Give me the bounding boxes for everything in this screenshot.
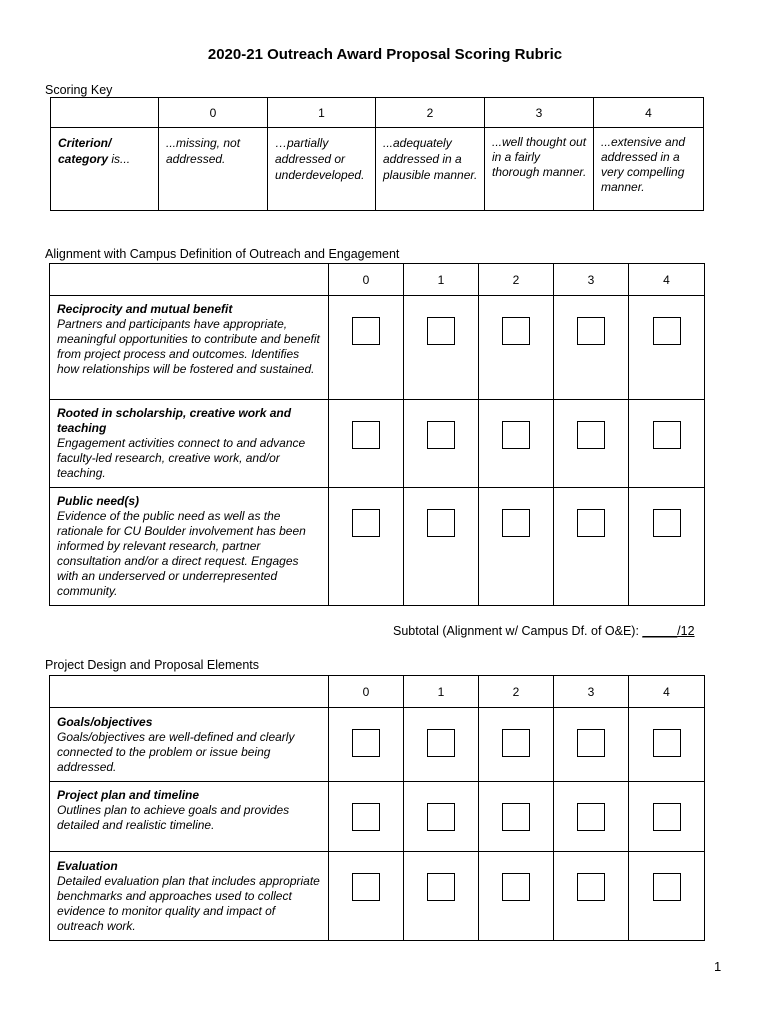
alignment-section-label: Alignment with Campus Definition of Outreach and Engagement bbox=[45, 247, 400, 261]
score-header-3: 3 bbox=[554, 264, 629, 296]
score-desc-1: …partially addressed or underdeveloped. bbox=[268, 128, 376, 211]
criterion-description: Engagement activities connect to and advance faculty-led research, creative work, and/or teaching. bbox=[57, 436, 306, 480]
criterion-title: Goals/objectives bbox=[57, 715, 153, 729]
score-cell-3 bbox=[554, 488, 629, 606]
criterion-description: Partners and participants have appropriate, meaningful opportunities to contribute and benefit from project process and outcomes. Identifies how relationships will be fostered and sustained. bbox=[57, 317, 320, 376]
subtotal-max: /12 bbox=[677, 624, 695, 638]
criterion-row-public-needs bbox=[50, 488, 705, 606]
score-checkbox-0[interactable] bbox=[352, 729, 380, 757]
score-checkbox-4[interactable] bbox=[653, 509, 681, 537]
scoring-key-label: Scoring Key bbox=[45, 83, 113, 97]
score-cell-1 bbox=[404, 296, 479, 400]
score-header-2: 2 bbox=[479, 264, 554, 296]
criterion-title: Rooted in scholarship, creative work and teaching bbox=[57, 406, 292, 435]
score-checkbox-4[interactable] bbox=[653, 803, 681, 831]
score-checkbox-3[interactable] bbox=[577, 729, 605, 757]
score-cell-0 bbox=[329, 488, 404, 606]
score-checkbox-1[interactable] bbox=[427, 421, 455, 449]
score-header-1: 1 bbox=[404, 676, 479, 708]
score-cell-2 bbox=[479, 852, 554, 941]
criterion-row-scholarship bbox=[50, 400, 705, 488]
criterion-title: Public need(s) bbox=[57, 494, 140, 508]
score-cell-3 bbox=[554, 852, 629, 941]
criterion-description: Outlines plan to achieve goals and provides detailed and realistic timeline. bbox=[57, 803, 290, 832]
score-checkbox-0[interactable] bbox=[352, 803, 380, 831]
criterion-cell bbox=[50, 708, 329, 782]
score-cell-1 bbox=[404, 708, 479, 782]
score-cell-2 bbox=[479, 782, 554, 852]
score-checkbox-2[interactable] bbox=[502, 421, 530, 449]
criterion-label-suffix: is... bbox=[108, 152, 131, 166]
subtotal-blank[interactable]: _____ bbox=[642, 624, 678, 638]
score-checkbox-2[interactable] bbox=[502, 509, 530, 537]
score-checkbox-2[interactable] bbox=[502, 317, 530, 345]
score-header-3: 3 bbox=[485, 98, 594, 128]
score-checkbox-1[interactable] bbox=[427, 317, 455, 345]
score-checkbox-4[interactable] bbox=[653, 317, 681, 345]
score-header-4: 4 bbox=[629, 264, 705, 296]
page-title: 2020-21 Outreach Award Proposal Scoring Rubric bbox=[207, 46, 563, 63]
score-checkbox-2[interactable] bbox=[502, 729, 530, 757]
score-cell-2 bbox=[479, 488, 554, 606]
scoring-key-header-row bbox=[51, 98, 704, 128]
score-checkbox-2[interactable] bbox=[502, 803, 530, 831]
score-desc-3: ...well thought out in a fairly thorough manner. bbox=[485, 128, 594, 211]
header-blank-cell bbox=[51, 98, 159, 128]
score-cell-4 bbox=[629, 782, 705, 852]
score-cell-4 bbox=[629, 708, 705, 782]
score-cell-0 bbox=[329, 296, 404, 400]
score-cell-1 bbox=[404, 400, 479, 488]
score-cell-1 bbox=[404, 488, 479, 606]
score-checkbox-1[interactable] bbox=[427, 803, 455, 831]
criterion-description: Detailed evaluation plan that includes appropriate benchmarks and approaches used to collect evidence to monitor quality and impact of outreach work. bbox=[57, 874, 320, 933]
scoring-key-desc-row bbox=[51, 128, 704, 211]
criterion-title: Evaluation bbox=[57, 859, 118, 873]
alignment-subtotal bbox=[393, 624, 695, 638]
score-checkbox-1[interactable] bbox=[427, 509, 455, 537]
scoring-key-table bbox=[50, 97, 704, 211]
score-checkbox-0[interactable] bbox=[352, 421, 380, 449]
score-cell-2 bbox=[479, 708, 554, 782]
criterion-title: Project plan and timeline bbox=[57, 788, 200, 802]
score-desc-2: ...adequately addressed in a plausible manner. bbox=[376, 128, 485, 211]
alignment-table bbox=[49, 263, 705, 606]
score-cell-0 bbox=[329, 782, 404, 852]
score-checkbox-3[interactable] bbox=[577, 873, 605, 901]
score-header-1: 1 bbox=[404, 264, 479, 296]
score-checkbox-0[interactable] bbox=[352, 317, 380, 345]
score-checkbox-1[interactable] bbox=[427, 873, 455, 901]
score-cell-0 bbox=[329, 852, 404, 941]
score-header-2: 2 bbox=[376, 98, 485, 128]
criterion-label-cell bbox=[51, 128, 159, 211]
score-cell-3 bbox=[554, 782, 629, 852]
score-cell-4 bbox=[629, 400, 705, 488]
score-checkbox-4[interactable] bbox=[653, 729, 681, 757]
score-checkbox-4[interactable] bbox=[653, 873, 681, 901]
score-header-3: 3 bbox=[554, 676, 629, 708]
score-checkbox-3[interactable] bbox=[577, 803, 605, 831]
score-checkbox-2[interactable] bbox=[502, 873, 530, 901]
score-header-0: 0 bbox=[329, 676, 404, 708]
header-blank-cell bbox=[50, 676, 329, 708]
criterion-cell bbox=[50, 852, 329, 941]
score-header-0: 0 bbox=[329, 264, 404, 296]
score-cell-3 bbox=[554, 708, 629, 782]
score-desc-4: ...extensive and addressed in a very compelling manner. bbox=[594, 128, 704, 211]
score-cell-0 bbox=[329, 708, 404, 782]
criterion-label: Criterion/ category bbox=[58, 136, 112, 166]
score-cell-1 bbox=[404, 782, 479, 852]
header-blank-cell bbox=[50, 264, 329, 296]
design-section-label: Project Design and Proposal Elements bbox=[45, 658, 260, 672]
score-header-2: 2 bbox=[479, 676, 554, 708]
score-header-1: 1 bbox=[268, 98, 376, 128]
criterion-row-evaluation bbox=[50, 852, 705, 941]
criterion-row-goals bbox=[50, 708, 705, 782]
score-cell-4 bbox=[629, 852, 705, 941]
score-checkbox-4[interactable] bbox=[653, 421, 681, 449]
score-desc-0: ...missing, not addressed. bbox=[159, 128, 268, 211]
score-checkbox-0[interactable] bbox=[352, 509, 380, 537]
criterion-title: Reciprocity and mutual benefit bbox=[57, 302, 233, 316]
score-header-4: 4 bbox=[629, 676, 705, 708]
page-number: 1 bbox=[714, 959, 722, 974]
criterion-row-reciprocity bbox=[50, 296, 705, 400]
score-checkbox-3[interactable] bbox=[577, 317, 605, 345]
score-checkbox-3[interactable] bbox=[577, 509, 605, 537]
criterion-cell bbox=[50, 400, 329, 488]
score-cell-2 bbox=[479, 400, 554, 488]
score-cell-0 bbox=[329, 400, 404, 488]
alignment-header-row bbox=[50, 264, 705, 296]
score-header-0: 0 bbox=[159, 98, 268, 128]
score-cell-3 bbox=[554, 296, 629, 400]
criterion-cell bbox=[50, 296, 329, 400]
score-cell-2 bbox=[479, 296, 554, 400]
subtotal-label: Subtotal (Alignment w/ Campus Df. of O&E): bbox=[393, 624, 643, 638]
score-cell-1 bbox=[404, 852, 479, 941]
criterion-cell bbox=[50, 782, 329, 852]
score-cell-4 bbox=[629, 296, 705, 400]
criterion-cell bbox=[50, 488, 329, 606]
design-table bbox=[49, 675, 705, 941]
score-checkbox-0[interactable] bbox=[352, 873, 380, 901]
criterion-description: Goals/objectives are well-defined and clearly connected to the problem or issue being addressed. bbox=[57, 730, 295, 774]
score-cell-3 bbox=[554, 400, 629, 488]
criterion-row-plan-timeline bbox=[50, 782, 705, 852]
score-checkbox-1[interactable] bbox=[427, 729, 455, 757]
design-header-row bbox=[50, 676, 705, 708]
score-checkbox-3[interactable] bbox=[577, 421, 605, 449]
score-header-4: 4 bbox=[594, 98, 704, 128]
score-cell-4 bbox=[629, 488, 705, 606]
criterion-description: Evidence of the public need as well as the rationale for CU Boulder involvement has been informed by relevant research, partner consultation and/or a direct request. Engages with an underserved or underrepresented community. bbox=[57, 509, 306, 598]
